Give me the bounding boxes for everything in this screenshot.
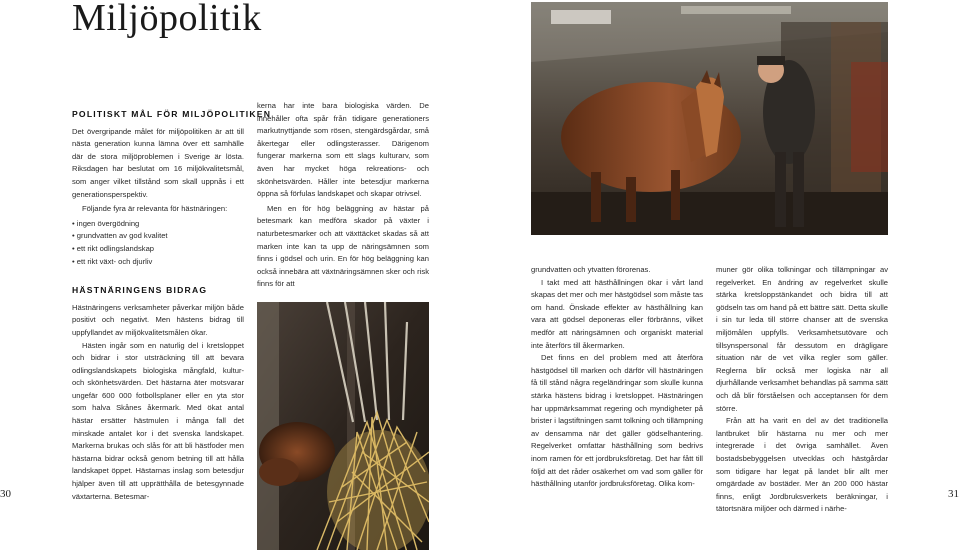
horse-stable-photo <box>531 2 888 235</box>
list-item: • ett rikt odlingslandskap <box>72 243 244 256</box>
bullet-list <box>72 218 244 268</box>
list-item: • ingen övergödning <box>72 218 244 231</box>
section-heading-hastnaringens-bidrag: HÄSTNÄRINGENS BIDRAG <box>72 285 208 296</box>
page-title: Miljöpolitik <box>72 0 262 39</box>
page-number-right: 31 <box>948 488 959 500</box>
hay-fork-photo <box>257 302 429 550</box>
paragraph: grundvatten och ytvatten förorenas. <box>531 265 651 274</box>
list-item: • ett rikt växt- och djurliv <box>72 256 244 269</box>
paragraph: Från att ha varit en del av det traditionella lantbruket blir hästarna nu mer och mer integrerade i det övriga samhället. Även bostadsbebyggelsen utvecklas och hästgårdar som tidigare har legat på landet blir allt mer omgärdade av bostäder. Mer än 200 000 hästar finns, enligt Jordbruksverkets beräkningar, i tätortsnära miljöer och därmed i närhe- <box>716 416 888 514</box>
paragraph: I takt med att hästhållningen ökar i vårt land skapas det mer och mer hästgödsel som måste tas om hand. Önskade effekter av hästhållning kan vara att gödsel deponeras eller förbränns, vilket medför att näringsämnen och organiskt material inte återförs till åkermarken. <box>531 277 703 350</box>
column-4 <box>716 264 888 516</box>
list-item: • grundvatten av god kvalitet <box>72 230 244 243</box>
paragraph: muner gör olika tolkningar och tillämpningar av regelverket. En ändring av regelverket skulle stärka kretsloppstänkandet och bidra till att gödseln tas om hand på ett bättre sätt. Detta skulle i sin tur leda till större chanser att de svenska miljömålen uppfylls. Verksamhetsutövare och tillsynspersonal får dessutom en drägligare situation när de vet vilka regler som gäller. Reglerna blir också mer logiska när all djurhållande verksamhet behandlas på samma sätt och då blir förståelsen och acceptansen för dem större. <box>716 265 888 413</box>
paragraph: Det finns en del problem med att återföra hästgödsel till marken och därför vill hästnäringen få till stånd några regeländringar som skulle kunna stärka hästens bidrag i kretsloppet. Hästnäringen har uppmärksammat regering och myndigheter på brister i lagstiftningen samt tolkning och tillämpning av densamma när det gäller gödselhantering. Regelverket omfattar hästhållning som bedrivs inom ramen för ett jordbruksföretag. Det har fått till följd att det råder osäkerhet om vad som gäller för hästhållning utanför jordbruksföretag. Olika kom- <box>531 353 703 489</box>
paragraph: Det övergripande målet för miljöpolitiken är att till nästa generation kunna lämna över ett samhälle där de stora miljöproblemen i Sverige är lösta. Riksdagen har beslutat om 16 miljökvalitetsmål, som anger vilket tillstånd som skall uppnås i ett generationsperspektiv. <box>72 126 244 199</box>
section-heading-politiskt-mal: POLITISKT MÅL FÖR MILJÖPOLITIKEN <box>72 109 272 119</box>
column-1 <box>72 108 272 503</box>
horse-stable-illustration <box>531 2 888 235</box>
page-number-left: 30 <box>0 488 11 500</box>
hay-fork-illustration <box>257 302 429 550</box>
paragraph: Hästen ingår som en naturlig del i kretsloppet och bidrar i stor utsträckning till att bevara odlingslandskapets biologiska mångfald, kultur- och skönhetsvärden. Det hästarna äter motsvarar ungefär 600 000 fotbollsplaner eller en yta stor som halva Skånes åkermark. Med ökat antal hästar ersätter hästmulen i många fall det minskade antalet kor i det svenska landskapet. Markerna brukas och slås för att bli hästfoder men hästarna bidrar också genom betning till att hålla landskapet öppet. Hästarnas inslag som betesdjur hjälper även till att upprätthålla de betesgynnade växtarterna. Betesmar- <box>72 340 244 501</box>
paragraph: Men en för hög beläggning av hästar på betesmark kan medföra skador på växter i naturbetesmarker och att växttäcket skadas så att marken inte kan ta upp de näringsämnen som finns i gödsel och urin. En för hög beläggning kan också innebära att växtnäringsämnen sker och risk finns för att <box>257 203 429 289</box>
paragraph: kerna har inte bara biologiska värden. De innehåller ofta spår från tidigare generationers markutnyttjande som rösen, stengärdsgårdar, små åkertegar eller odlingsterasser. Därigenom fungerar markerna som ett slags kulturarv, som även har mycket höga rekreations- och skönhetsvärden. Håller inte betesdjur markerna öppna så förfulas landskapet och skapar otrivsel. <box>257 101 429 199</box>
column-2 <box>257 100 429 291</box>
column-3 <box>531 264 703 491</box>
paragraph: Följande fyra är relevanta för hästnäringen: <box>82 204 228 214</box>
paragraph: Hästnäringens verksamheter påverkar miljön både positivt och negativt. Men hästens bidrag till uppfyllandet av miljökvalitetsmålen ökar. <box>72 302 244 337</box>
